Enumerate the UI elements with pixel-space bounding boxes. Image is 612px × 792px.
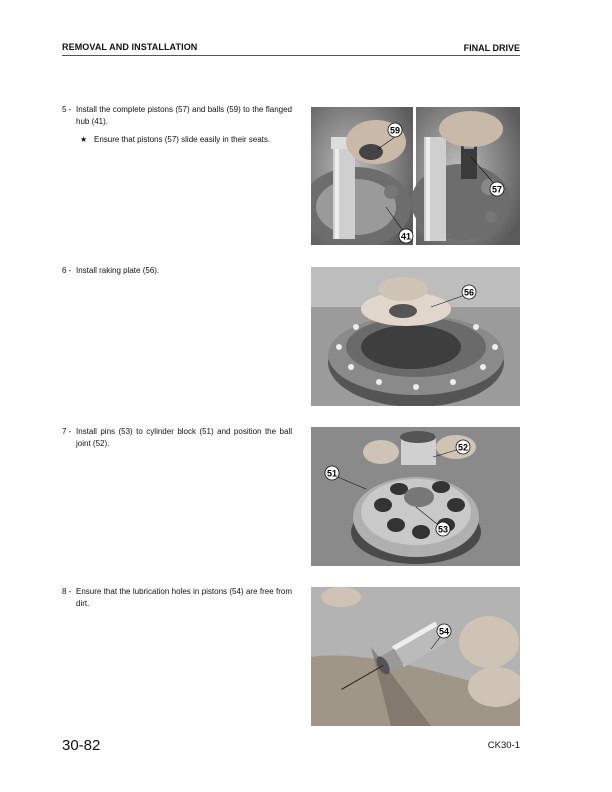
figure-pistons-balls xyxy=(311,107,520,245)
step-7 xyxy=(62,426,292,449)
step-text: Install raking plate (56). xyxy=(76,266,160,275)
figure-cylinder-block xyxy=(311,427,520,566)
step-number: 6 - xyxy=(62,266,72,275)
callout-41: 41 xyxy=(400,231,412,242)
header-rule xyxy=(62,55,520,56)
callout-57: 57 xyxy=(491,184,503,195)
step-number: 8 - xyxy=(62,587,72,596)
note-text: Ensure that pistons (57) slide easily in their seats. xyxy=(94,135,271,144)
step-6 xyxy=(62,265,292,277)
step-text: Install pins (53) to cylinder block (51) and position the ball joint (52). xyxy=(76,427,292,448)
callout-59: 59 xyxy=(389,125,401,136)
step-5-note xyxy=(80,134,295,145)
figure-raking-plate xyxy=(311,267,520,406)
callout-56: 56 xyxy=(463,287,475,298)
callout-51: 51 xyxy=(326,468,338,479)
chapter-title: FINAL DRIVE xyxy=(463,43,520,53)
step-text: Install the complete pistons (57) and balls (59) to the flanged hub (41). xyxy=(76,105,292,126)
step-5 xyxy=(62,104,292,127)
section-title: REMOVAL AND INSTALLATION xyxy=(62,42,198,52)
callout-54: 54 xyxy=(438,626,450,637)
step-8 xyxy=(62,586,292,609)
step-number: 5 - xyxy=(62,105,72,114)
figure-piston-lubrication xyxy=(311,587,520,726)
callout-52: 52 xyxy=(457,442,469,453)
step-number: 7 - xyxy=(62,427,72,436)
page-number: 30-82 xyxy=(62,737,101,754)
callout-53: 53 xyxy=(437,524,449,535)
document-code: CK30-1 xyxy=(487,740,520,751)
star-icon: ★ xyxy=(80,135,88,144)
step-text: Ensure that the lubrication holes in pistons (54) are free from dirt. xyxy=(76,587,292,608)
